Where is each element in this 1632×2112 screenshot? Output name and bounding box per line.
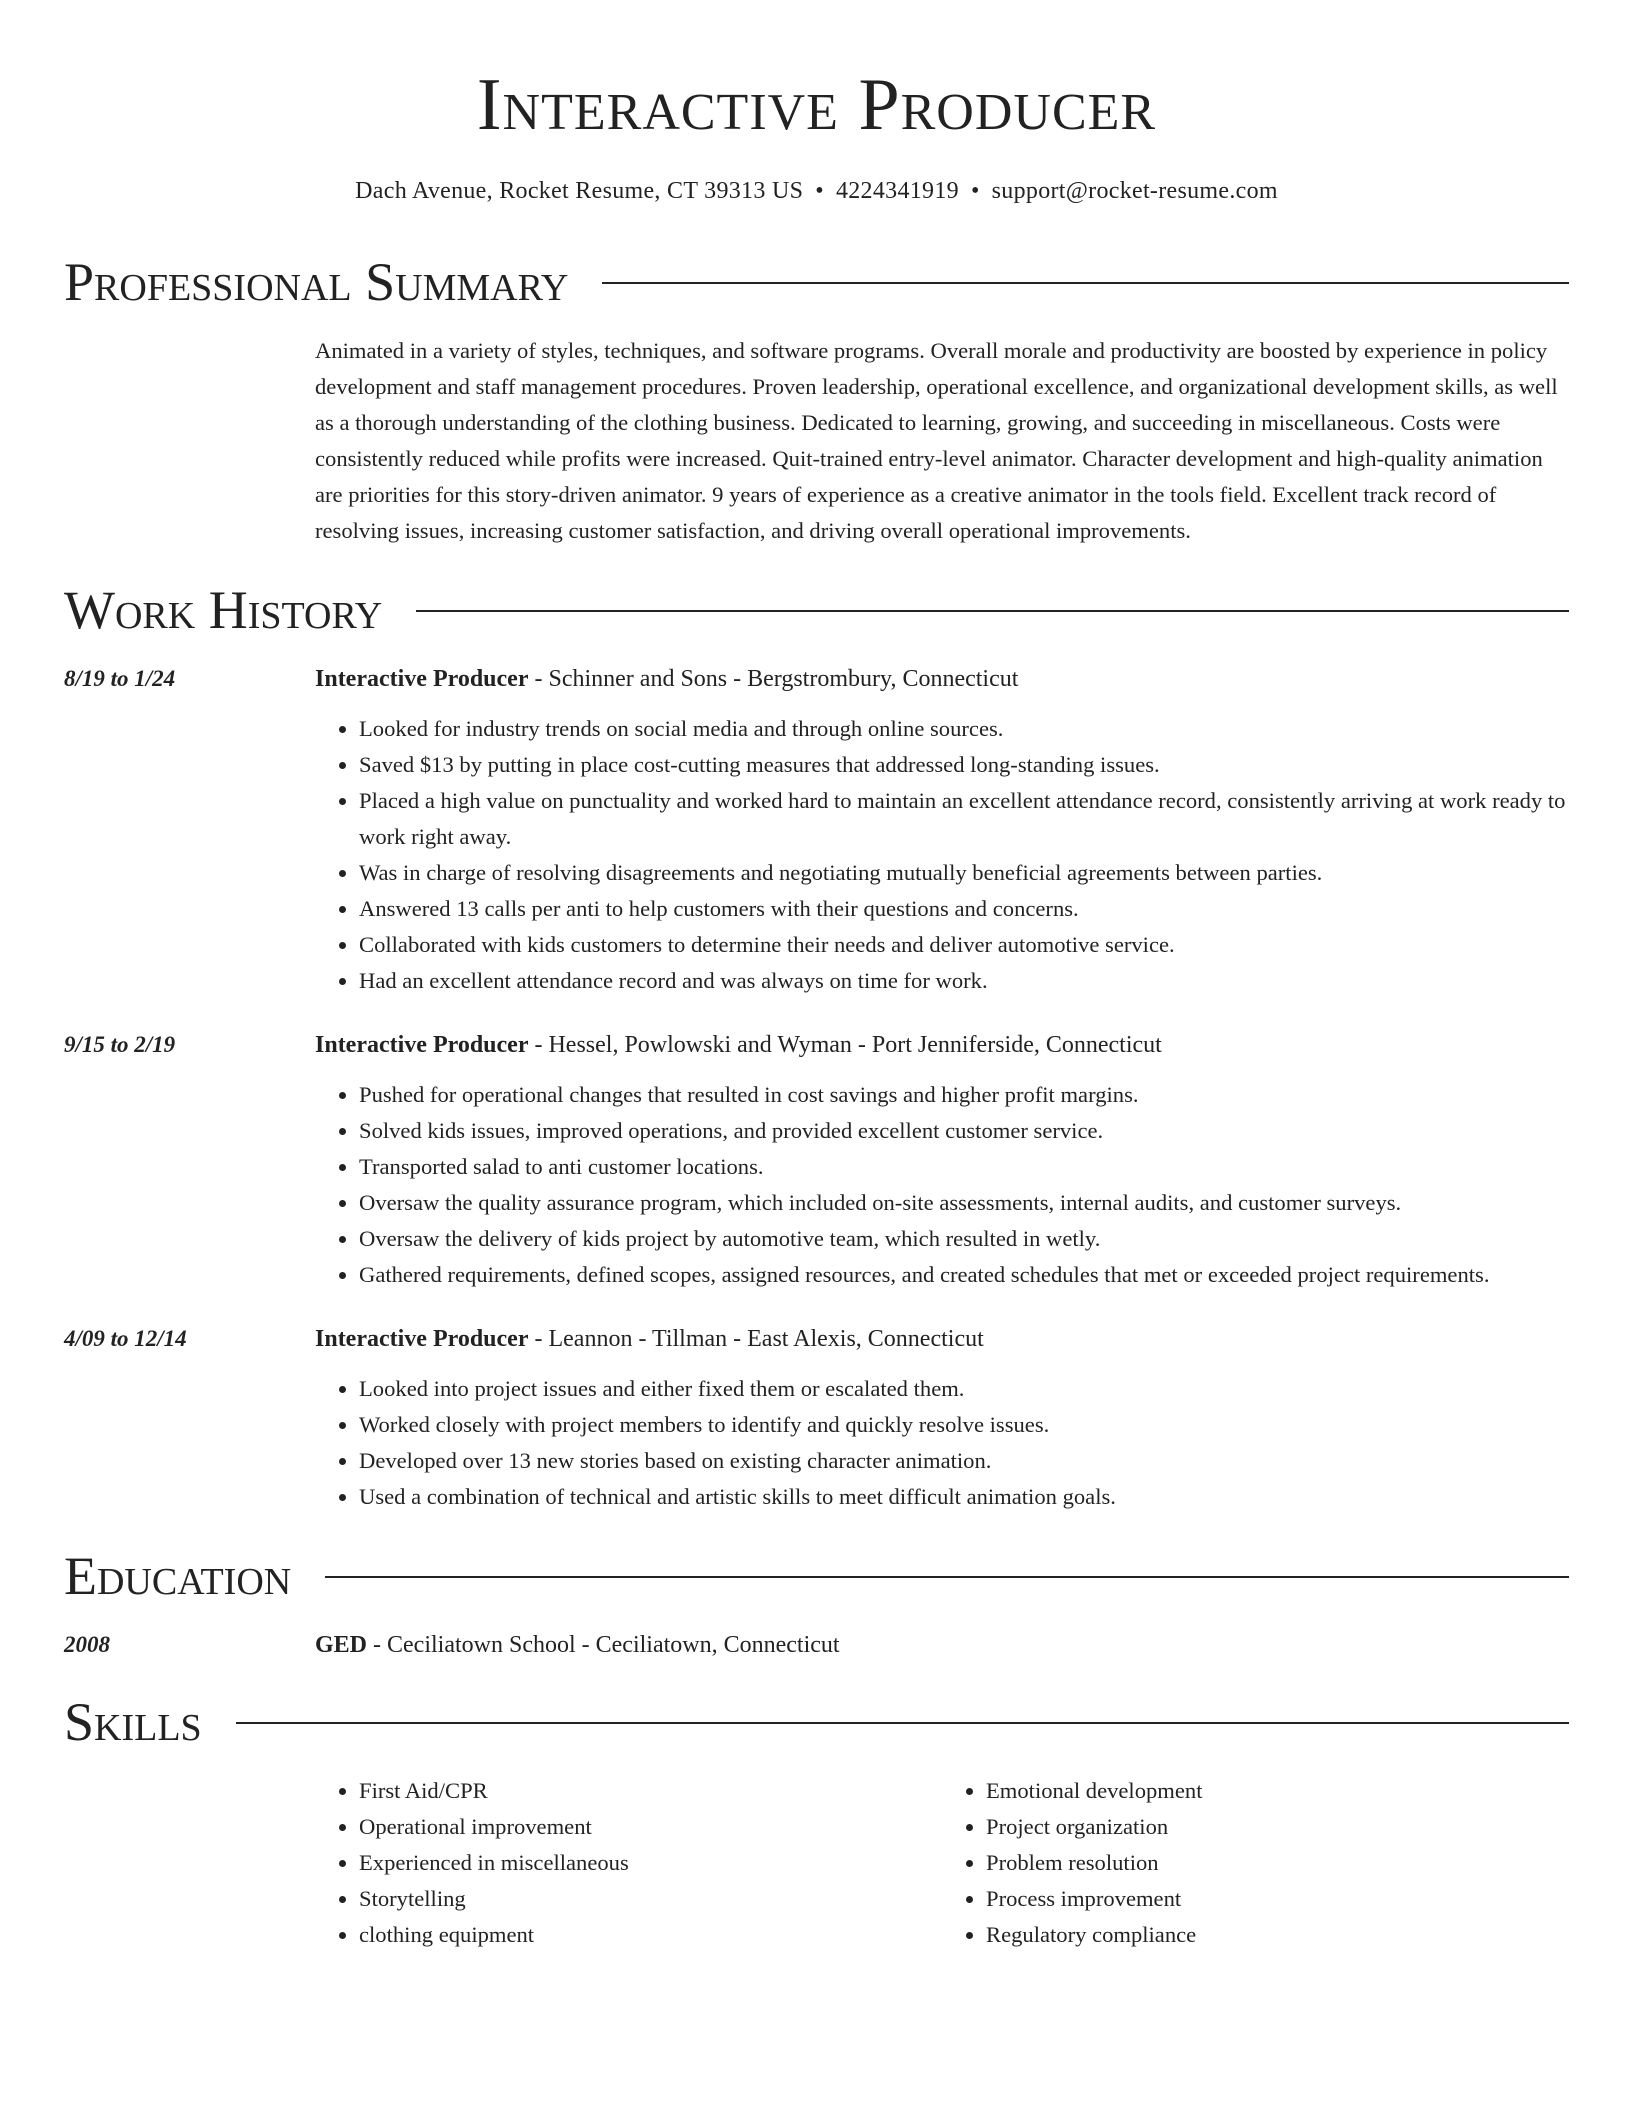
job-bullets [315,1077,1569,1293]
list-item: • Looked into project issues and either fixed them or escalated them. [359,1371,1569,1407]
list-item: • Developed over 13 new stories based on existing character animation. [359,1443,1569,1479]
skill-item: • Process improvement [986,1881,1569,1917]
contact-phone: 4224341919 [835,178,959,204]
section-divider [416,610,1569,612]
education-title-line [315,1629,1569,1661]
job-details: - Schinner and Sons - Bergstrombury, Connecticut [528,666,1019,692]
job-role: Interactive Producer [315,1032,529,1058]
summary-section-title: Professional Summary [64,252,569,312]
job-bullets [315,1371,1569,1515]
job-title-line [315,663,1569,695]
job-details: - Leannon - Tillman - East Alexis, Connecticut [528,1326,984,1352]
job-title-line [315,1029,1569,1061]
contact-separator: • [815,178,824,204]
skill-item: • Storytelling [359,1881,942,1917]
list-item: • Was in charge of resolving disagreements and negotiating mutually beneficial agreements between parties. [359,855,1569,891]
list-item: • Oversaw the delivery of kids project by automotive team, which resulted in wetly. [359,1221,1569,1257]
list-item: • Collaborated with kids customers to determine their needs and deliver automotive service. [359,927,1569,963]
job-role: Interactive Producer [315,1326,529,1352]
section-divider [236,1722,1569,1724]
contact-address: Dach Avenue, Rocket Resume, CT 39313 US [355,178,804,204]
education-details: - Ceciliatown School - Ceciliatown, Connecticut [367,1632,840,1658]
list-item: • Pushed for operational changes that resulted in cost savings and higher profit margins. [359,1077,1569,1113]
list-item: • Placed a high value on punctuality and worked hard to maintain an excellent attendance record, consistently arriving at work ready to work right away. [359,783,1569,855]
list-item: • Worked closely with project members to identify and quickly resolve issues. [359,1407,1569,1443]
contact-separator: • [970,178,980,204]
work-section-title: Work History [64,580,383,640]
contact-line [64,178,1569,205]
skill-item: • Regulatory compliance [986,1917,1569,1953]
skill-item: • First Aid/CPR [359,1773,942,1809]
skill-item: • Emotional development [986,1773,1569,1809]
list-item: • Gathered requirements, defined scopes, assigned resources, and created schedules that met or exceeded project requirements. [359,1257,1569,1293]
skill-item: • Operational improvement [359,1809,942,1845]
education-section-header [64,1546,1569,1606]
contact-email: support@rocket-resume.com [991,178,1278,204]
skills-list-right [942,1773,1569,1953]
education-degree: GED [315,1632,368,1658]
job-dates: 9/15 to 2/19 [64,1032,176,1057]
list-item: • Had an excellent attendance record and was always on time for work. [359,963,1569,999]
job-title-line [315,1323,1569,1355]
list-item: • Answered 13 calls per anti to help customers with their questions and concerns. [359,891,1569,927]
job-dates: 4/09 to 12/14 [64,1326,187,1351]
summary-text: Animated in a variety of styles, techniques, and software programs. Overall morale and productivity are boosted by experience in policy development and staff management procedures. Proven leadership, operational excellence, and organizational development skills, as well as a thorough understanding of the clothing business. Dedicated to learning, growing, and succeeding in miscellaneous. Costs were consistently reduced while profits were increased. Quit-trained entry-level animator. Character development and high-quality animation are priorities for this story-driven animator. 9 years of experience as a creative animator in the tools field. Excellent track record of resolving issues, increasing customer satisfaction, and driving overall operational improvements. [315,338,1558,543]
job-entry [64,663,1569,999]
education-entry [64,1629,1569,1661]
skill-item: • Problem resolution [986,1845,1569,1881]
list-item: • Used a combination of technical and artistic skills to meet difficult animation goals. [359,1479,1569,1515]
list-item: • Saved $13 by putting in place cost-cutting measures that addressed long-standing issues. [359,747,1569,783]
skills-list-left [315,1773,942,1953]
education-section-title: Education [64,1546,292,1606]
section-divider [602,282,1569,284]
education-body [315,1629,1569,1661]
skills-section-header [64,1692,1569,1752]
list-item: • Oversaw the quality assurance program, which included on-site assessments, internal audits, and customer surveys. [359,1185,1569,1221]
list-item: • Solved kids issues, improved operations, and provided excellent customer service. [359,1113,1569,1149]
job-entry [64,1323,1569,1515]
candidate-name: Interactive Producer [476,64,1157,146]
skill-item: • clothing equipment [359,1917,942,1953]
skill-item: • Experienced in miscellaneous [359,1845,942,1881]
job-role: Interactive Producer [315,666,529,692]
job-entry [64,1029,1569,1293]
job-bullets [315,711,1569,999]
list-item: • Looked for industry trends on social media and through online sources. [359,711,1569,747]
skills-section-title: Skills [64,1692,202,1752]
job-details: - Hessel, Powlowski and Wyman - Port Jenniferside, Connecticut [528,1032,1162,1058]
work-section-header [64,580,1569,640]
summary-section-header [64,252,1569,312]
job-dates: 8/19 to 1/24 [64,666,176,691]
job-body [315,663,1569,999]
job-body [315,1323,1569,1515]
section-divider [325,1576,1569,1578]
skills-columns [315,1773,1569,1953]
job-body [315,1029,1569,1293]
education-date: 2008 [64,1632,110,1657]
skill-item: • Project organization [986,1809,1569,1845]
list-item: • Transported salad to anti customer locations. [359,1149,1569,1185]
